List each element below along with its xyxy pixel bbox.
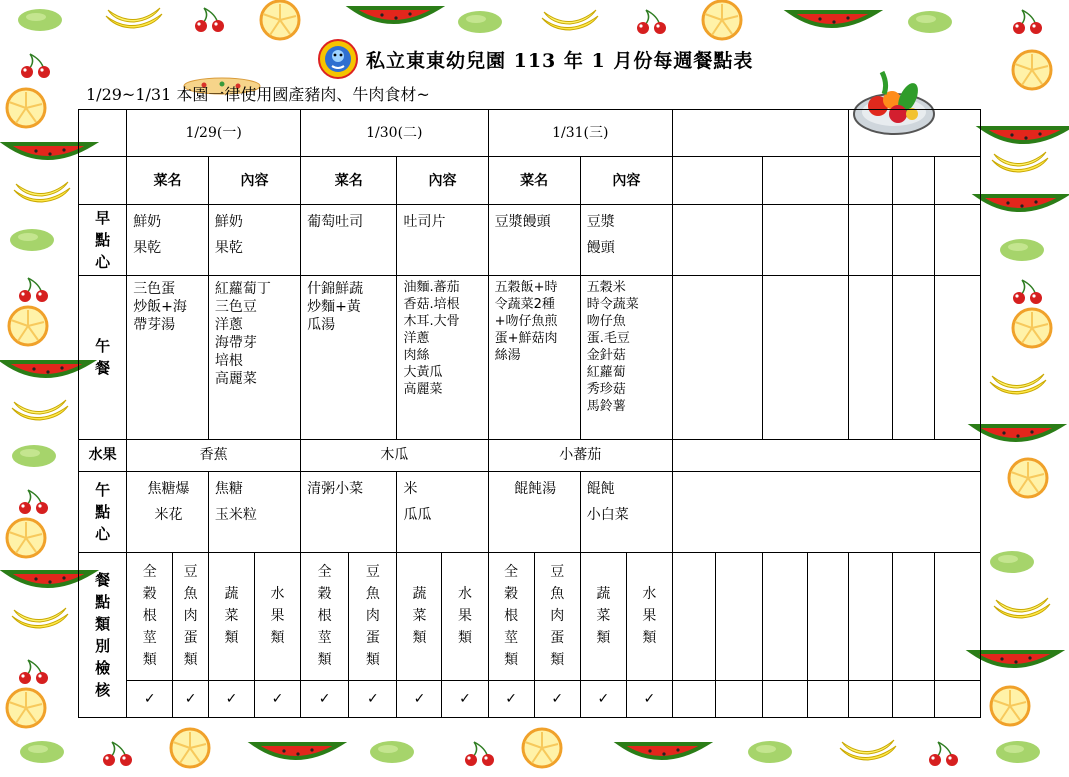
empty-cell [934, 204, 980, 276]
category-cell: 全穀根莖類 [488, 552, 534, 680]
empty-cell [848, 204, 892, 276]
afternoon-snack-label: 午點心 [79, 471, 127, 552]
category-check-label: 餐點類別檢核 [79, 552, 127, 717]
fruit-row [79, 439, 981, 471]
dish-name-header: 菜名 [127, 157, 209, 204]
empty-cell [892, 204, 934, 276]
lunch-ingredients: 紅蘿蔔丁 三色豆 洋蔥 海帶芽 培根 高麗菜 [208, 276, 300, 439]
check-mark: ✓ [208, 680, 254, 717]
category-cell: 全穀根莖類 [301, 552, 349, 680]
empty-cell [672, 680, 715, 717]
lunch-row [79, 276, 981, 439]
page-title: 私立東東幼兒園 113 年 1 月份每週餐點表 [366, 49, 754, 72]
empty-cell [672, 276, 762, 439]
corner-cell [79, 110, 127, 157]
lunch-dish: 什錦鮮蔬 炒麵+黃 瓜湯 [301, 276, 397, 439]
empty-cell [763, 204, 849, 276]
lunch-ingredients: 油麵.蕃茄 香菇.培根 木耳.大骨 洋蔥 肉絲 大黃瓜 高麗菜 [397, 276, 488, 439]
day-header: 1/31(三) [488, 110, 672, 157]
empty-cell [848, 276, 892, 439]
category-cell: 蔬菜類 [580, 552, 626, 680]
empty-cell [763, 276, 849, 439]
date-header-row [79, 110, 981, 157]
empty-cell [763, 552, 808, 680]
afternoon-snack-row [79, 471, 981, 552]
check-mark: ✓ [127, 680, 173, 717]
weekly-menu-table [78, 109, 981, 718]
breakfast-dish: 鮮奶 果乾 [127, 204, 209, 276]
empty-cell [934, 157, 980, 204]
category-cell: 蔬菜類 [208, 552, 254, 680]
afternoon-dish: 焦糖爆 米花 [127, 471, 209, 552]
empty-cell [715, 680, 762, 717]
empty-cell [808, 680, 849, 717]
category-cell: 水果類 [626, 552, 672, 680]
day-header-empty [672, 110, 848, 157]
corner-cell [79, 157, 127, 204]
empty-cell [892, 680, 934, 717]
empty-cell [934, 276, 980, 439]
check-mark: ✓ [580, 680, 626, 717]
category-cell: 豆魚肉蛋類 [534, 552, 580, 680]
check-mark: ✓ [626, 680, 672, 717]
dish-name-header: 菜名 [488, 157, 580, 204]
lunch-dish: 五穀飯+時 令蔬菜2種 +吻仔魚煎 蛋+鮮菇肉 絲湯 [488, 276, 580, 439]
fruit-cell: 小蕃茄 [488, 439, 672, 471]
breakfast-dish: 豆漿饅頭 [488, 204, 580, 276]
empty-cell [892, 157, 934, 204]
check-mark: ✓ [301, 680, 349, 717]
empty-cell [672, 204, 762, 276]
fruit-label: 水果 [79, 439, 127, 471]
empty-cell [808, 552, 849, 680]
day-header: 1/30(二) [301, 110, 489, 157]
empty-cell [892, 276, 934, 439]
category-cell: 水果類 [254, 552, 300, 680]
breakfast-ingredients: 鮮奶 果乾 [208, 204, 300, 276]
category-cell: 水果類 [442, 552, 488, 680]
breakfast-dish: 葡萄吐司 [301, 204, 397, 276]
empty-cell [763, 157, 849, 204]
afternoon-ingredients: 餛飩 小白菜 [580, 471, 672, 552]
lunch-dish: 三色蛋 炒飯+海 帶芽湯 [127, 276, 209, 439]
afternoon-ingredients: 焦糖 玉米粒 [208, 471, 300, 552]
fruit-cell: 香蕉 [127, 439, 301, 471]
day-header: 1/29(一) [127, 110, 301, 157]
kindergarten-logo-icon [318, 39, 358, 79]
check-mark: ✓ [488, 680, 534, 717]
lunch-ingredients: 五穀米 時令蔬菜 吻仔魚 蛋.毛豆 金針菇 紅蘿蔔 秀珍菇 馬鈴薯 [580, 276, 672, 439]
category-cell: 蔬菜類 [397, 552, 442, 680]
empty-cell [672, 471, 980, 552]
check-row [79, 680, 981, 717]
ingredient-header: 內容 [580, 157, 672, 204]
ingredient-header: 內容 [208, 157, 300, 204]
check-mark: ✓ [442, 680, 488, 717]
check-mark: ✓ [534, 680, 580, 717]
category-cell: 全穀根莖類 [127, 552, 173, 680]
check-mark: ✓ [173, 680, 209, 717]
lunch-label: 午餐 [79, 276, 127, 439]
check-mark: ✓ [254, 680, 300, 717]
breakfast-ingredients: 吐司片 [397, 204, 488, 276]
notice-text: 1/29~1/31 本園一律使用國產豬肉、牛肉食材~ [86, 85, 430, 104]
afternoon-dish: 餛飩湯 [488, 471, 580, 552]
check-mark: ✓ [349, 680, 397, 717]
breakfast-label: 早點心 [79, 204, 127, 276]
breakfast-ingredients: 豆漿 饅頭 [580, 204, 672, 276]
empty-cell [934, 552, 980, 680]
day-header-empty [848, 110, 980, 157]
category-cell: 豆魚肉蛋類 [349, 552, 397, 680]
page-header [318, 40, 753, 78]
empty-cell [715, 552, 762, 680]
empty-cell [934, 680, 980, 717]
empty-cell [672, 157, 762, 204]
empty-cell [848, 680, 892, 717]
empty-cell [672, 552, 715, 680]
afternoon-dish: 清粥小菜 [301, 471, 397, 552]
empty-cell [848, 552, 892, 680]
empty-cell [672, 439, 980, 471]
category-row [79, 552, 981, 680]
empty-cell [892, 552, 934, 680]
fruit-cell: 木瓜 [301, 439, 489, 471]
subheader-row [79, 157, 981, 204]
breakfast-row [79, 204, 981, 276]
dish-name-header: 菜名 [301, 157, 397, 204]
empty-cell [763, 680, 808, 717]
afternoon-ingredients: 米 瓜瓜 [397, 471, 488, 552]
ingredient-header: 內容 [397, 157, 488, 204]
empty-cell [848, 157, 892, 204]
check-mark: ✓ [397, 680, 442, 717]
category-cell: 豆魚肉蛋類 [173, 552, 209, 680]
